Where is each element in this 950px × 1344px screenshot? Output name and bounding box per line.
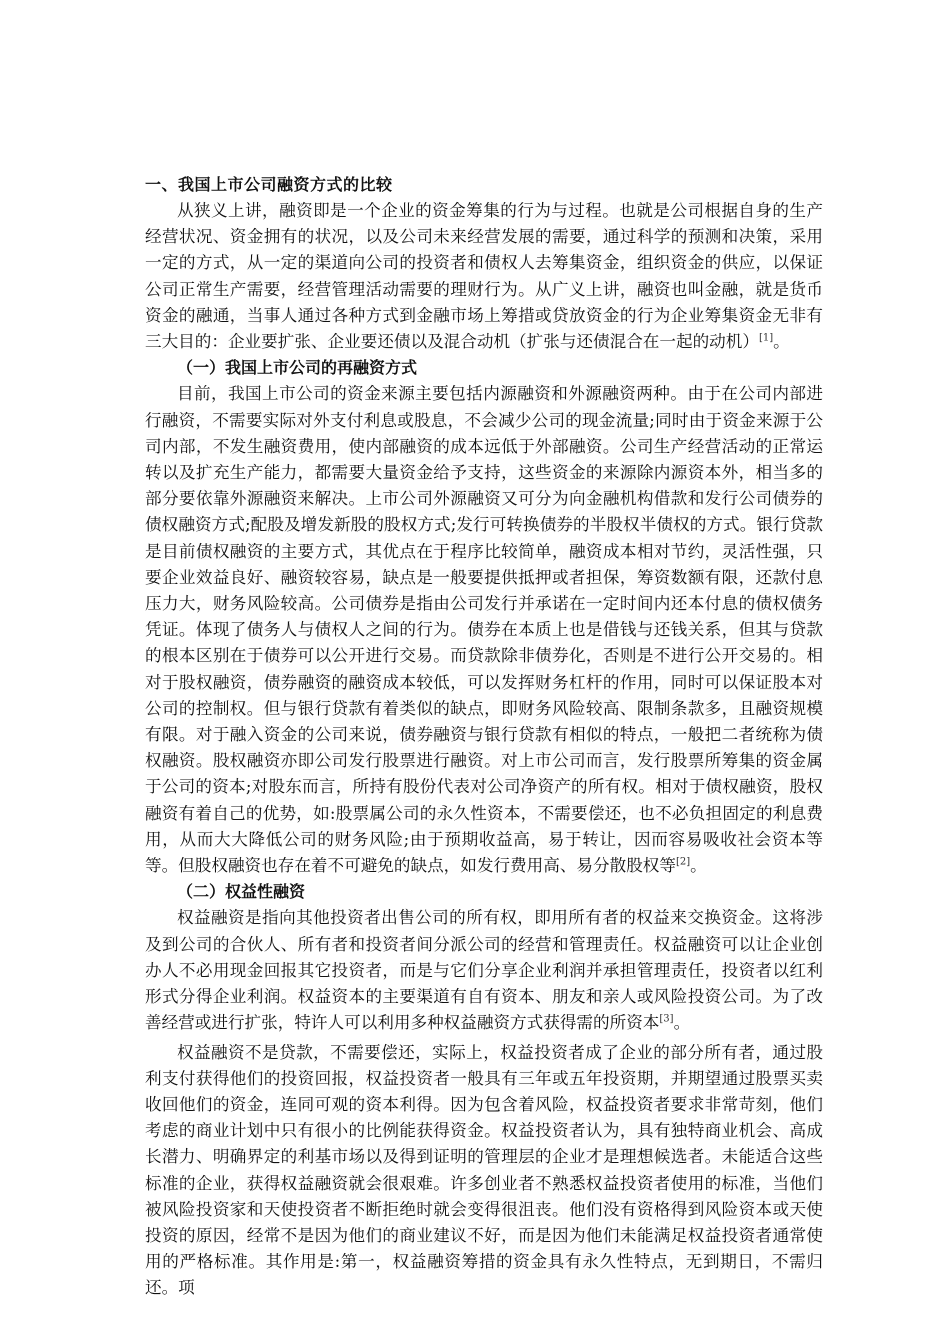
subsection-1-paragraph-end: 。 xyxy=(690,856,707,876)
subsection-2-paragraph-1-text: 权益融资是指向其他投资者出售公司的所有权，即用所有者的权益来交换资金。这将涉及到公司的合伙人、所有者和投资者间分派公司的经营和管理责任。权益融资可以让企业创办人不必用现金回报其它投资者，而是与它们分享企业利润并承担管理责任，投资者以红利形式分得企业利润。权益资本的主要渠道有自有资本、朋友和亲人或风险投资公司。为了改善经营或进行扩张，特许人可以利用多种权益融资方式获得需的所资本 xyxy=(145,908,823,1033)
intro-paragraph xyxy=(145,198,823,355)
intro-paragraph-end: 。 xyxy=(773,332,790,352)
subsection-2-paragraph-2-text: 权益融资不是贷款，不需要偿还，实际上，权益投资者成了企业的部分所有者，通过股利支付获得他们的投资回报，权益投资者一般具有三年或五年投资期，并期望通过股票买卖收回他们的资金，连同可观的资本利得。因为包含着风险，权益投资者要求非常苛刻，他们考虑的商业计划中只有很小的比例能获得资金。权益投资者认为，具有独特商业机会、高成长潜力、明确界定的利基市场以及得到证明的管理层的企业才是理想候选者。未能适合这些标准的企业，获得权益融资就会很艰难。许多创业者不熟悉权益投资者使用的标准，当他们被风险投资家和天使投资者不断拒绝时就会变得很沮丧。他们没有资格得到风险资本或天使投资的原因，经常不是因为他们的商业建议不好，而是因为他们未能满足权益投资者通常使用的严格标准。其作用是:第一，权益融资筹措的资金具有永久性特点，无到期日，不需归还。项 xyxy=(145,1042,823,1298)
section-title: 一、我国上市公司融资方式的比较 xyxy=(145,175,393,194)
citation-2: [2] xyxy=(676,856,691,868)
subsection-2-paragraph-2 xyxy=(145,1040,823,1302)
citation-3: [3] xyxy=(659,1013,674,1025)
subsection-2-paragraph-1 xyxy=(145,905,823,1036)
citation-1: [1] xyxy=(758,332,774,344)
subsection-1-paragraph xyxy=(145,381,823,879)
document-body xyxy=(145,172,823,1302)
subsection-2-title: （二）权益性融资 xyxy=(177,882,306,902)
subsection-1-title: （一）我国上市公司的再融资方式 xyxy=(177,358,418,378)
subsection-1-paragraph-text: 目前，我国上市公司的资金来源主要包括内源融资和外源融资两种。由于在公司内部进行融资，不需要实际对外支付利息或股息，不会减少公司的现金流量;同时由于资金来源于公司内部，不发生融资费用，使内部融资的成本远低于外部融资。公司生产经营活动的正常运转以及扩充生产能力，都需要大量资金给予支持，这些资金的来源除内源资本外，相当多的部分要依靠外源融资来解决。上市公司外源融资又可分为向金融机构借款和发行公司债券的债权融资方式;配股及增发新股的股权方式;发行可转换债券的半股权半债权的方式。银行贷款是目前债权融资的主要方式，其优点在于程序比较简单，融资成本相对节约，灵活性强，只要企业效益良好、融资较容易，缺点是一般要提供抵押或者担保，筹资数额有限，还款付息压力大，财务风险较高。公司债券是指由公司发行并承诺在一定时间内还本付息的债权债务凭证。体现了债务人与债权人之间的行为。债券在本质上也是借钱与还钱关系，但其与贷款的根本区别在于债券可以公开进行交易。而贷款除非债券化，否则是不进行公开交易的。相对于股权融资，债券融资的融资成本较低，可以发挥财务杠杆的作用，同时可以保证股本对公司的控制权。但与银行贷款有着类似的缺点，即财务风险较高、限制条款多，且融资规模有限。对于融入资金的公司来说，债券融资与银行贷款有相似的特点，一般把二者统称为债权融资。股权融资亦即公司发行股票进行融资。对上市公司而言，发行股票所筹集的资金属于公司的资本;对股东而言，所持有股份代表对公司净资产的所有权。相对于债权融资，股权融资有着自己的优势，如:股票属公司的永久性资本，不需要偿还，也不必负担固定的利息费用，从而大大降低公司的财务风险;由于预期收益高，易于转让，因而容易吸收社会资本等等。但股权融资也存在着不可避免的缺点，如发行费用高、易分散股权等 xyxy=(145,384,823,876)
subsection-2-paragraph-1-end: 。 xyxy=(673,1013,691,1033)
intro-paragraph-text: 从狭义上讲，融资即是一个企业的资金筹集的行为与过程。也就是公司根据自身的生产经营状况、资金拥有的状况，以及公司未来经营发展的需要，通过科学的预测和决策，采用一定的方式，从一定的渠道向公司的投资者和债权人去筹集资金，组织资金的供应，以保证公司正常生产需要，经营管理活动需要的理财行为。从广义上讲，融资也叫金融，就是货币资金的融通，当事人通过各种方式到金融市场上筹措或贷放资金的行为企业筹集资金无非有三大目的：企业要扩张、企业要还债以及混合动机（扩张与还债混合在一起的动机） xyxy=(145,201,823,352)
